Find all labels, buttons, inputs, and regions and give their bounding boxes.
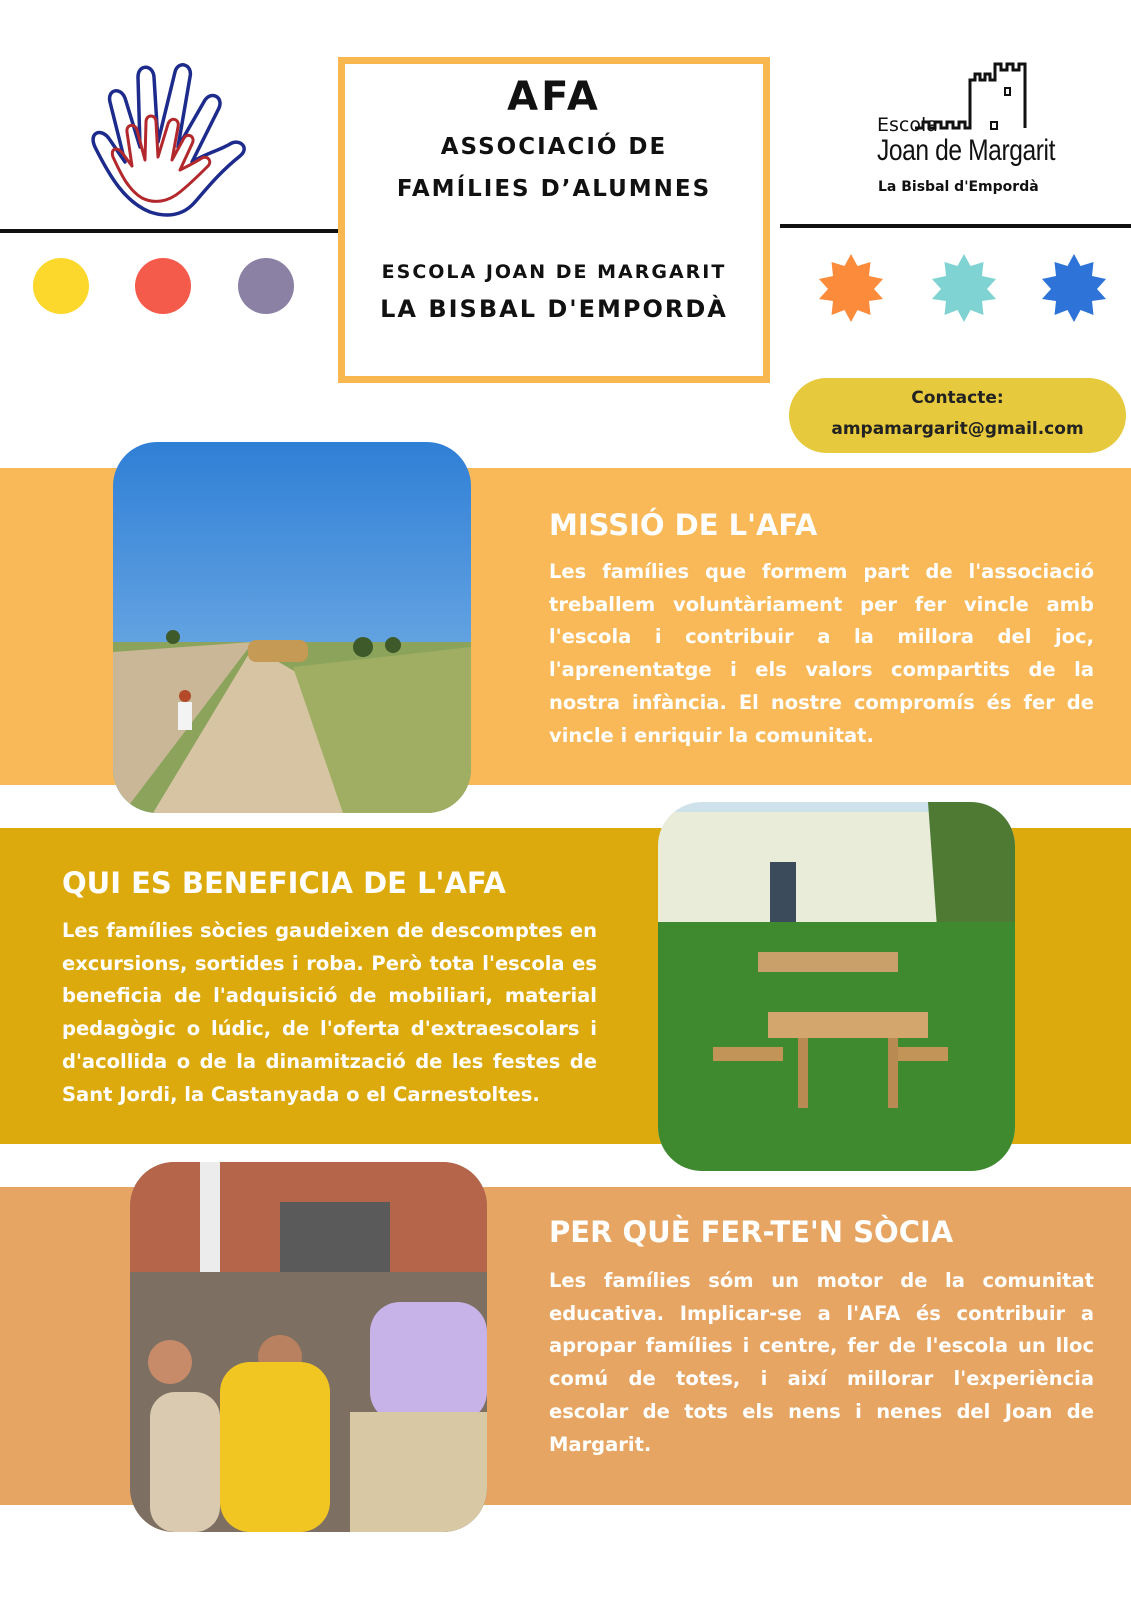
title-afa: AFA bbox=[507, 74, 601, 120]
logo-place: La Bisbal d'Empordà bbox=[878, 179, 1039, 195]
photo-excursion bbox=[113, 442, 471, 813]
photo-picnic-tables bbox=[658, 802, 1015, 1171]
title-town: LA BISBAL D'EMPORDÀ bbox=[380, 295, 728, 323]
decor-star-blue bbox=[1040, 254, 1108, 322]
title-line-1: ASSOCIACIÓ DE bbox=[440, 134, 668, 160]
decor-dot-yellow bbox=[33, 258, 89, 314]
section-beneficiaries-title: QUI ES BENEFICIA DE L'AFA bbox=[62, 866, 506, 900]
title-school: ESCOLA JOAN DE MARGARIT bbox=[381, 261, 727, 283]
decor-star-orange bbox=[817, 254, 885, 322]
logo-escola: Escola bbox=[877, 114, 938, 136]
section-mission-title: MISSIÓ DE L'AFA bbox=[549, 508, 818, 542]
section-mission-text: Les famílies que formem part de l'associació treballem voluntàriament per fer vincle amb l'escola i contribuir a la millora del joc, l'aprenentatge i els valors compartits de la nostra infància. El nostre compromís és fer de vincle i enriquir la comunitat. bbox=[549, 560, 1094, 747]
photo-school-event bbox=[130, 1162, 487, 1532]
title-line-2: FAMÍLIES D’ALUMNES bbox=[396, 176, 712, 202]
header-right-rule bbox=[780, 224, 1131, 228]
decor-dot-purple bbox=[238, 258, 294, 314]
title-box bbox=[338, 57, 770, 383]
contact-pill bbox=[789, 378, 1126, 453]
section-beneficiaries-text: Les famílies sòcies gaudeixen de descomptes en excursions, sortides i roba. Però tota l'escola es beneficia de l'adquisició de mobiliari, material pedagògic o lúdic, de l'oferta d'extraescolars i d'acollida o de la dinamització de les festes de Sant Jordi, la Castanyada o el Carnestoltes. bbox=[62, 919, 597, 1106]
decor-star-teal bbox=[930, 254, 998, 322]
hands-logo-icon bbox=[80, 52, 250, 220]
section-membership-title: PER QUÈ FER-TE'N SÒCIA bbox=[549, 1215, 954, 1249]
contact-email[interactable]: ampamargarit@gmail.com bbox=[831, 419, 1084, 439]
decor-dot-red bbox=[135, 258, 191, 314]
header-left-rule bbox=[0, 229, 340, 233]
section-membership-text: Les famílies sóm un motor de la comunitat educativa. Implicar-se a l'AFA és contribuir a apropar famílies i centre, fer de l'escola un lloc comú de totes, i així millorar l'experiència escolar de tots els nens i nenes del Joan de Margarit. bbox=[549, 1269, 1094, 1456]
contact-label: Contacte: bbox=[911, 388, 1004, 408]
logo-school-name: Joan de Margarit bbox=[877, 134, 1056, 167]
